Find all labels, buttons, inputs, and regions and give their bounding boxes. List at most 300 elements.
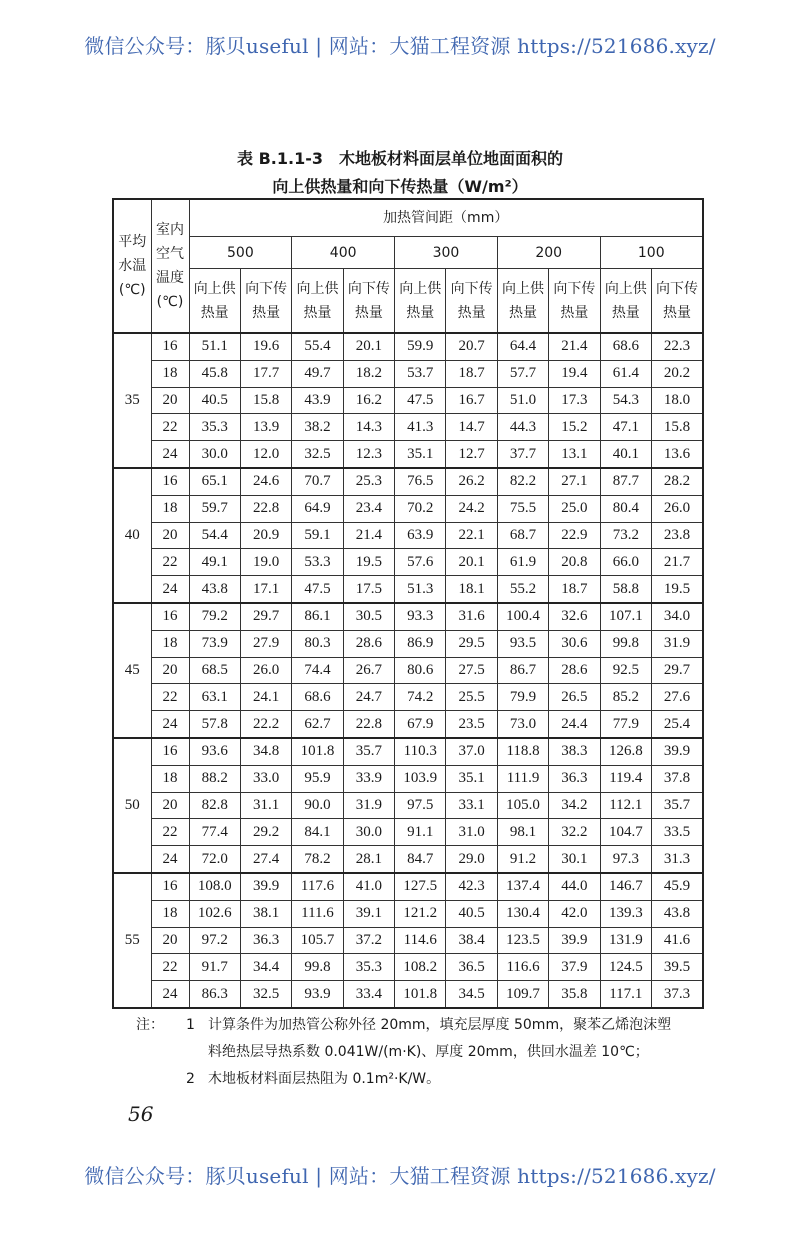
value-cell: 86.1 <box>292 603 343 630</box>
value-cell: 93.5 <box>497 630 548 657</box>
value-cell: 79.2 <box>189 603 240 630</box>
value-cell: 30.6 <box>549 630 600 657</box>
value-cell: 34.2 <box>549 792 600 819</box>
header-upward-heat: 向上供热量 <box>189 269 240 334</box>
value-cell: 61.4 <box>600 360 651 387</box>
header-upward-heat: 向上供热量 <box>497 269 548 334</box>
value-cell: 21.4 <box>343 522 394 549</box>
value-cell: 22.3 <box>652 333 703 360</box>
value-cell: 79.9 <box>497 684 548 711</box>
water-temp-cell: 55 <box>113 873 151 1008</box>
value-cell: 17.7 <box>240 360 291 387</box>
value-cell: 116.6 <box>497 954 548 981</box>
value-cell: 30.5 <box>343 603 394 630</box>
value-cell: 117.6 <box>292 873 343 900</box>
value-cell: 45.8 <box>189 360 240 387</box>
value-cell: 86.7 <box>497 657 548 684</box>
value-cell: 98.1 <box>497 819 548 846</box>
value-cell: 97.3 <box>600 846 651 873</box>
value-cell: 18.2 <box>343 360 394 387</box>
value-cell: 53.3 <box>292 549 343 576</box>
value-cell: 57.7 <box>497 360 548 387</box>
value-cell: 21.4 <box>549 333 600 360</box>
air-temp-cell: 24 <box>151 576 189 603</box>
value-cell: 28.6 <box>343 630 394 657</box>
air-temp-cell: 18 <box>151 495 189 522</box>
value-cell: 13.6 <box>652 441 703 468</box>
value-cell: 37.8 <box>652 765 703 792</box>
header-spacing-400: 400 <box>292 237 395 269</box>
value-cell: 23.8 <box>652 522 703 549</box>
value-cell: 28.6 <box>549 657 600 684</box>
value-cell: 36.3 <box>549 765 600 792</box>
value-cell: 40.5 <box>189 387 240 414</box>
value-cell: 12.0 <box>240 441 291 468</box>
value-cell: 107.1 <box>600 603 651 630</box>
value-cell: 17.3 <box>549 387 600 414</box>
value-cell: 88.2 <box>189 765 240 792</box>
value-cell: 25.3 <box>343 468 394 495</box>
value-cell: 124.5 <box>600 954 651 981</box>
value-cell: 54.3 <box>600 387 651 414</box>
value-cell: 90.0 <box>292 792 343 819</box>
value-cell: 61.9 <box>497 549 548 576</box>
value-cell: 58.8 <box>600 576 651 603</box>
air-temp-cell: 22 <box>151 414 189 441</box>
value-cell: 73.0 <box>497 711 548 738</box>
table-row <box>113 684 703 711</box>
value-cell: 20.1 <box>446 549 497 576</box>
header-upward-heat: 向上供热量 <box>395 269 446 334</box>
value-cell: 49.7 <box>292 360 343 387</box>
air-temp-cell: 20 <box>151 522 189 549</box>
value-cell: 39.9 <box>549 927 600 954</box>
page-number: 56 <box>128 1102 154 1126</box>
value-cell: 18.7 <box>446 360 497 387</box>
value-cell: 20.7 <box>446 333 497 360</box>
table-row <box>113 576 703 603</box>
air-temp-cell: 24 <box>151 711 189 738</box>
value-cell: 22.9 <box>549 522 600 549</box>
air-temp-cell: 16 <box>151 873 189 900</box>
value-cell: 38.1 <box>240 900 291 927</box>
value-cell: 33.5 <box>652 819 703 846</box>
value-cell: 51.0 <box>497 387 548 414</box>
value-cell: 93.3 <box>395 603 446 630</box>
value-cell: 28.1 <box>343 846 394 873</box>
air-temp-cell: 24 <box>151 981 189 1008</box>
value-cell: 26.0 <box>652 495 703 522</box>
air-temp-cell: 22 <box>151 819 189 846</box>
value-cell: 78.2 <box>292 846 343 873</box>
value-cell: 91.1 <box>395 819 446 846</box>
value-cell: 119.4 <box>600 765 651 792</box>
value-cell: 63.1 <box>189 684 240 711</box>
watermark-bottom: 微信公众号：豚贝useful | 网站：大猫工程资源 https://521686.xyz/ <box>84 1164 716 1188</box>
value-cell: 39.5 <box>652 954 703 981</box>
value-cell: 118.8 <box>497 738 548 765</box>
value-cell: 22.2 <box>240 711 291 738</box>
value-cell: 57.8 <box>189 711 240 738</box>
header-downward-heat: 向下传热量 <box>343 269 394 334</box>
header-downward-heat: 向下传热量 <box>652 269 703 334</box>
value-cell: 68.6 <box>600 333 651 360</box>
value-cell: 130.4 <box>497 900 548 927</box>
value-cell: 35.8 <box>549 981 600 1008</box>
value-cell: 43.9 <box>292 387 343 414</box>
value-cell: 34.5 <box>446 981 497 1008</box>
value-cell: 37.7 <box>497 441 548 468</box>
value-cell: 29.0 <box>446 846 497 873</box>
value-cell: 59.9 <box>395 333 446 360</box>
value-cell: 59.1 <box>292 522 343 549</box>
air-temp-cell: 18 <box>151 900 189 927</box>
value-cell: 75.5 <box>497 495 548 522</box>
value-cell: 108.0 <box>189 873 240 900</box>
header-downward-heat: 向下传热量 <box>446 269 497 334</box>
value-cell: 80.3 <box>292 630 343 657</box>
air-temp-cell: 22 <box>151 954 189 981</box>
value-cell: 64.9 <box>292 495 343 522</box>
value-cell: 27.4 <box>240 846 291 873</box>
value-cell: 22.8 <box>240 495 291 522</box>
table-row <box>113 846 703 873</box>
table-row <box>113 441 703 468</box>
value-cell: 39.9 <box>240 873 291 900</box>
value-cell: 64.4 <box>497 333 548 360</box>
value-cell: 35.3 <box>189 414 240 441</box>
notes <box>136 1012 671 1093</box>
value-cell: 77.4 <box>189 819 240 846</box>
value-cell: 112.1 <box>600 792 651 819</box>
value-cell: 19.5 <box>343 549 394 576</box>
value-cell: 31.9 <box>343 792 394 819</box>
value-cell: 44.0 <box>549 873 600 900</box>
value-cell: 35.1 <box>446 765 497 792</box>
value-cell: 59.7 <box>189 495 240 522</box>
value-cell: 14.3 <box>343 414 394 441</box>
value-cell: 41.6 <box>652 927 703 954</box>
value-cell: 54.4 <box>189 522 240 549</box>
header-upward-heat: 向上供热量 <box>600 269 651 334</box>
value-cell: 38.3 <box>549 738 600 765</box>
value-cell: 127.5 <box>395 873 446 900</box>
value-cell: 33.9 <box>343 765 394 792</box>
header-downward-heat: 向下传热量 <box>549 269 600 334</box>
value-cell: 85.2 <box>600 684 651 711</box>
value-cell: 24.7 <box>343 684 394 711</box>
value-cell: 26.7 <box>343 657 394 684</box>
value-cell: 29.5 <box>446 630 497 657</box>
notes-label: 注： <box>136 1017 164 1033</box>
value-cell: 23.5 <box>446 711 497 738</box>
air-temp-cell: 20 <box>151 927 189 954</box>
value-cell: 55.4 <box>292 333 343 360</box>
air-temp-cell: 24 <box>151 441 189 468</box>
table-row <box>113 522 703 549</box>
value-cell: 25.5 <box>446 684 497 711</box>
value-cell: 110.3 <box>395 738 446 765</box>
value-cell: 121.2 <box>395 900 446 927</box>
value-cell: 15.8 <box>240 387 291 414</box>
value-cell: 29.2 <box>240 819 291 846</box>
value-cell: 36.5 <box>446 954 497 981</box>
header-spacing-title: 加热管间距（mm） <box>189 199 703 237</box>
value-cell: 32.5 <box>240 981 291 1008</box>
value-cell: 27.1 <box>549 468 600 495</box>
value-cell: 55.2 <box>497 576 548 603</box>
value-cell: 51.3 <box>395 576 446 603</box>
value-cell: 68.5 <box>189 657 240 684</box>
watermark-top: 微信公众号：豚贝useful | 网站：大猫工程资源 https://521686.xyz/ <box>84 34 716 58</box>
value-cell: 51.1 <box>189 333 240 360</box>
header-upward-heat: 向上供热量 <box>292 269 343 334</box>
value-cell: 25.0 <box>549 495 600 522</box>
value-cell: 105.0 <box>497 792 548 819</box>
value-cell: 100.4 <box>497 603 548 630</box>
value-cell: 86.9 <box>395 630 446 657</box>
table-row <box>113 765 703 792</box>
value-cell: 82.8 <box>189 792 240 819</box>
value-cell: 20.8 <box>549 549 600 576</box>
value-cell: 37.9 <box>549 954 600 981</box>
value-cell: 45.9 <box>652 873 703 900</box>
value-cell: 15.8 <box>652 414 703 441</box>
value-cell: 34.0 <box>652 603 703 630</box>
value-cell: 25.4 <box>652 711 703 738</box>
air-temp-cell: 20 <box>151 387 189 414</box>
value-cell: 17.5 <box>343 576 394 603</box>
value-cell: 44.3 <box>497 414 548 441</box>
table-row <box>113 468 703 495</box>
value-cell: 19.5 <box>652 576 703 603</box>
value-cell: 123.5 <box>497 927 548 954</box>
note-number: 2 <box>186 1071 195 1087</box>
value-cell: 31.0 <box>446 819 497 846</box>
table-row <box>113 414 703 441</box>
value-cell: 42.3 <box>446 873 497 900</box>
value-cell: 40.5 <box>446 900 497 927</box>
table-row <box>113 549 703 576</box>
value-cell: 84.7 <box>395 846 446 873</box>
value-cell: 105.7 <box>292 927 343 954</box>
air-temp-cell: 18 <box>151 630 189 657</box>
header-air-temp: 室内空气温度(℃) <box>151 199 189 333</box>
value-cell: 74.4 <box>292 657 343 684</box>
value-cell: 102.6 <box>189 900 240 927</box>
value-cell: 30.0 <box>343 819 394 846</box>
value-cell: 47.1 <box>600 414 651 441</box>
value-cell: 23.4 <box>343 495 394 522</box>
value-cell: 47.5 <box>292 576 343 603</box>
table-row <box>113 603 703 630</box>
value-cell: 114.6 <box>395 927 446 954</box>
value-cell: 38.4 <box>446 927 497 954</box>
air-temp-cell: 16 <box>151 333 189 360</box>
value-cell: 99.8 <box>292 954 343 981</box>
value-cell: 104.7 <box>600 819 651 846</box>
value-cell: 63.9 <box>395 522 446 549</box>
value-cell: 31.6 <box>446 603 497 630</box>
value-cell: 70.2 <box>395 495 446 522</box>
value-cell: 111.9 <box>497 765 548 792</box>
table-row <box>113 630 703 657</box>
value-cell: 67.9 <box>395 711 446 738</box>
value-cell: 37.3 <box>652 981 703 1008</box>
value-cell: 33.4 <box>343 981 394 1008</box>
value-cell: 26.0 <box>240 657 291 684</box>
value-cell: 99.8 <box>600 630 651 657</box>
value-cell: 27.6 <box>652 684 703 711</box>
value-cell: 73.9 <box>189 630 240 657</box>
value-cell: 62.7 <box>292 711 343 738</box>
value-cell: 57.6 <box>395 549 446 576</box>
value-cell: 29.7 <box>652 657 703 684</box>
value-cell: 43.8 <box>189 576 240 603</box>
value-cell: 13.9 <box>240 414 291 441</box>
value-cell: 40.1 <box>600 441 651 468</box>
value-cell: 27.5 <box>446 657 497 684</box>
value-cell: 22.1 <box>446 522 497 549</box>
value-cell: 92.5 <box>600 657 651 684</box>
air-temp-cell: 16 <box>151 738 189 765</box>
air-temp-cell: 20 <box>151 792 189 819</box>
table-title: 表 B.1.1-3 木地板材料面层单位地面面积的 <box>237 149 563 168</box>
value-cell: 15.2 <box>549 414 600 441</box>
value-cell: 91.7 <box>189 954 240 981</box>
table-row <box>113 711 703 738</box>
value-cell: 126.8 <box>600 738 651 765</box>
header-spacing-300: 300 <box>395 237 498 269</box>
value-cell: 34.8 <box>240 738 291 765</box>
value-cell: 24.6 <box>240 468 291 495</box>
value-cell: 26.5 <box>549 684 600 711</box>
value-cell: 19.4 <box>549 360 600 387</box>
table-row <box>113 333 703 360</box>
value-cell: 21.7 <box>652 549 703 576</box>
value-cell: 33.0 <box>240 765 291 792</box>
value-cell: 33.1 <box>446 792 497 819</box>
value-cell: 87.7 <box>600 468 651 495</box>
value-cell: 41.3 <box>395 414 446 441</box>
value-cell: 12.3 <box>343 441 394 468</box>
note-number: 1 <box>186 1017 195 1033</box>
table-row <box>113 981 703 1008</box>
value-cell: 31.9 <box>652 630 703 657</box>
water-temp-cell: 35 <box>113 333 151 468</box>
value-cell: 34.4 <box>240 954 291 981</box>
value-cell: 32.6 <box>549 603 600 630</box>
value-cell: 82.2 <box>497 468 548 495</box>
value-cell: 27.9 <box>240 630 291 657</box>
air-temp-cell: 16 <box>151 603 189 630</box>
value-cell: 74.2 <box>395 684 446 711</box>
table-row <box>113 495 703 522</box>
value-cell: 36.3 <box>240 927 291 954</box>
value-cell: 31.3 <box>652 846 703 873</box>
air-temp-cell: 22 <box>151 549 189 576</box>
value-cell: 101.8 <box>292 738 343 765</box>
value-cell: 24.1 <box>240 684 291 711</box>
note-text: 料绝热层导热系数 0.041W/(m·K)、厚度 20mm，供回水温差 10℃； <box>208 1044 649 1060</box>
value-cell: 35.7 <box>652 792 703 819</box>
value-cell: 49.1 <box>189 549 240 576</box>
table-row <box>113 900 703 927</box>
value-cell: 97.5 <box>395 792 446 819</box>
air-temp-cell: 24 <box>151 846 189 873</box>
value-cell: 30.1 <box>549 846 600 873</box>
value-cell: 68.7 <box>497 522 548 549</box>
value-cell: 26.2 <box>446 468 497 495</box>
note-text: 木地板材料面层热阻为 0.1m²·K/W。 <box>208 1071 441 1087</box>
value-cell: 146.7 <box>600 873 651 900</box>
value-cell: 66.0 <box>600 549 651 576</box>
value-cell: 19.6 <box>240 333 291 360</box>
value-cell: 16.7 <box>446 387 497 414</box>
value-cell: 32.2 <box>549 819 600 846</box>
value-cell: 14.7 <box>446 414 497 441</box>
value-cell: 84.1 <box>292 819 343 846</box>
value-cell: 139.3 <box>600 900 651 927</box>
air-temp-cell: 20 <box>151 657 189 684</box>
value-cell: 28.2 <box>652 468 703 495</box>
header-downward-heat: 向下传热量 <box>240 269 291 334</box>
table-subtitle: 向上供热量和向下传热量（W/m²） <box>272 177 528 196</box>
value-cell: 29.7 <box>240 603 291 630</box>
water-temp-cell: 50 <box>113 738 151 873</box>
value-cell: 108.2 <box>395 954 446 981</box>
value-cell: 80.4 <box>600 495 651 522</box>
header-spacing-200: 200 <box>497 237 600 269</box>
table-row <box>113 387 703 414</box>
table-row <box>113 738 703 765</box>
table-row <box>113 954 703 981</box>
value-cell: 73.2 <box>600 522 651 549</box>
value-cell: 20.9 <box>240 522 291 549</box>
value-cell: 39.1 <box>343 900 394 927</box>
value-cell: 35.3 <box>343 954 394 981</box>
air-temp-cell: 18 <box>151 765 189 792</box>
value-cell: 35.1 <box>395 441 446 468</box>
value-cell: 37.2 <box>343 927 394 954</box>
value-cell: 117.1 <box>600 981 651 1008</box>
value-cell: 16.2 <box>343 387 394 414</box>
value-cell: 39.9 <box>652 738 703 765</box>
value-cell: 20.2 <box>652 360 703 387</box>
value-cell: 53.7 <box>395 360 446 387</box>
table-row <box>113 819 703 846</box>
value-cell: 37.0 <box>446 738 497 765</box>
value-cell: 18.7 <box>549 576 600 603</box>
value-cell: 70.7 <box>292 468 343 495</box>
value-cell: 65.1 <box>189 468 240 495</box>
value-cell: 22.8 <box>343 711 394 738</box>
air-temp-cell: 22 <box>151 684 189 711</box>
table-row <box>113 873 703 900</box>
value-cell: 103.9 <box>395 765 446 792</box>
header-spacing-100: 100 <box>600 237 703 269</box>
air-temp-cell: 16 <box>151 468 189 495</box>
value-cell: 137.4 <box>497 873 548 900</box>
value-cell: 131.9 <box>600 927 651 954</box>
value-cell: 91.2 <box>497 846 548 873</box>
value-cell: 97.2 <box>189 927 240 954</box>
value-cell: 93.9 <box>292 981 343 1008</box>
note-text: 计算条件为加热管公称外径 20mm，填充层厚度 50mm，聚苯乙烯泡沫塑 <box>208 1017 672 1033</box>
heat-table <box>112 198 704 1009</box>
value-cell: 68.6 <box>292 684 343 711</box>
value-cell: 43.8 <box>652 900 703 927</box>
